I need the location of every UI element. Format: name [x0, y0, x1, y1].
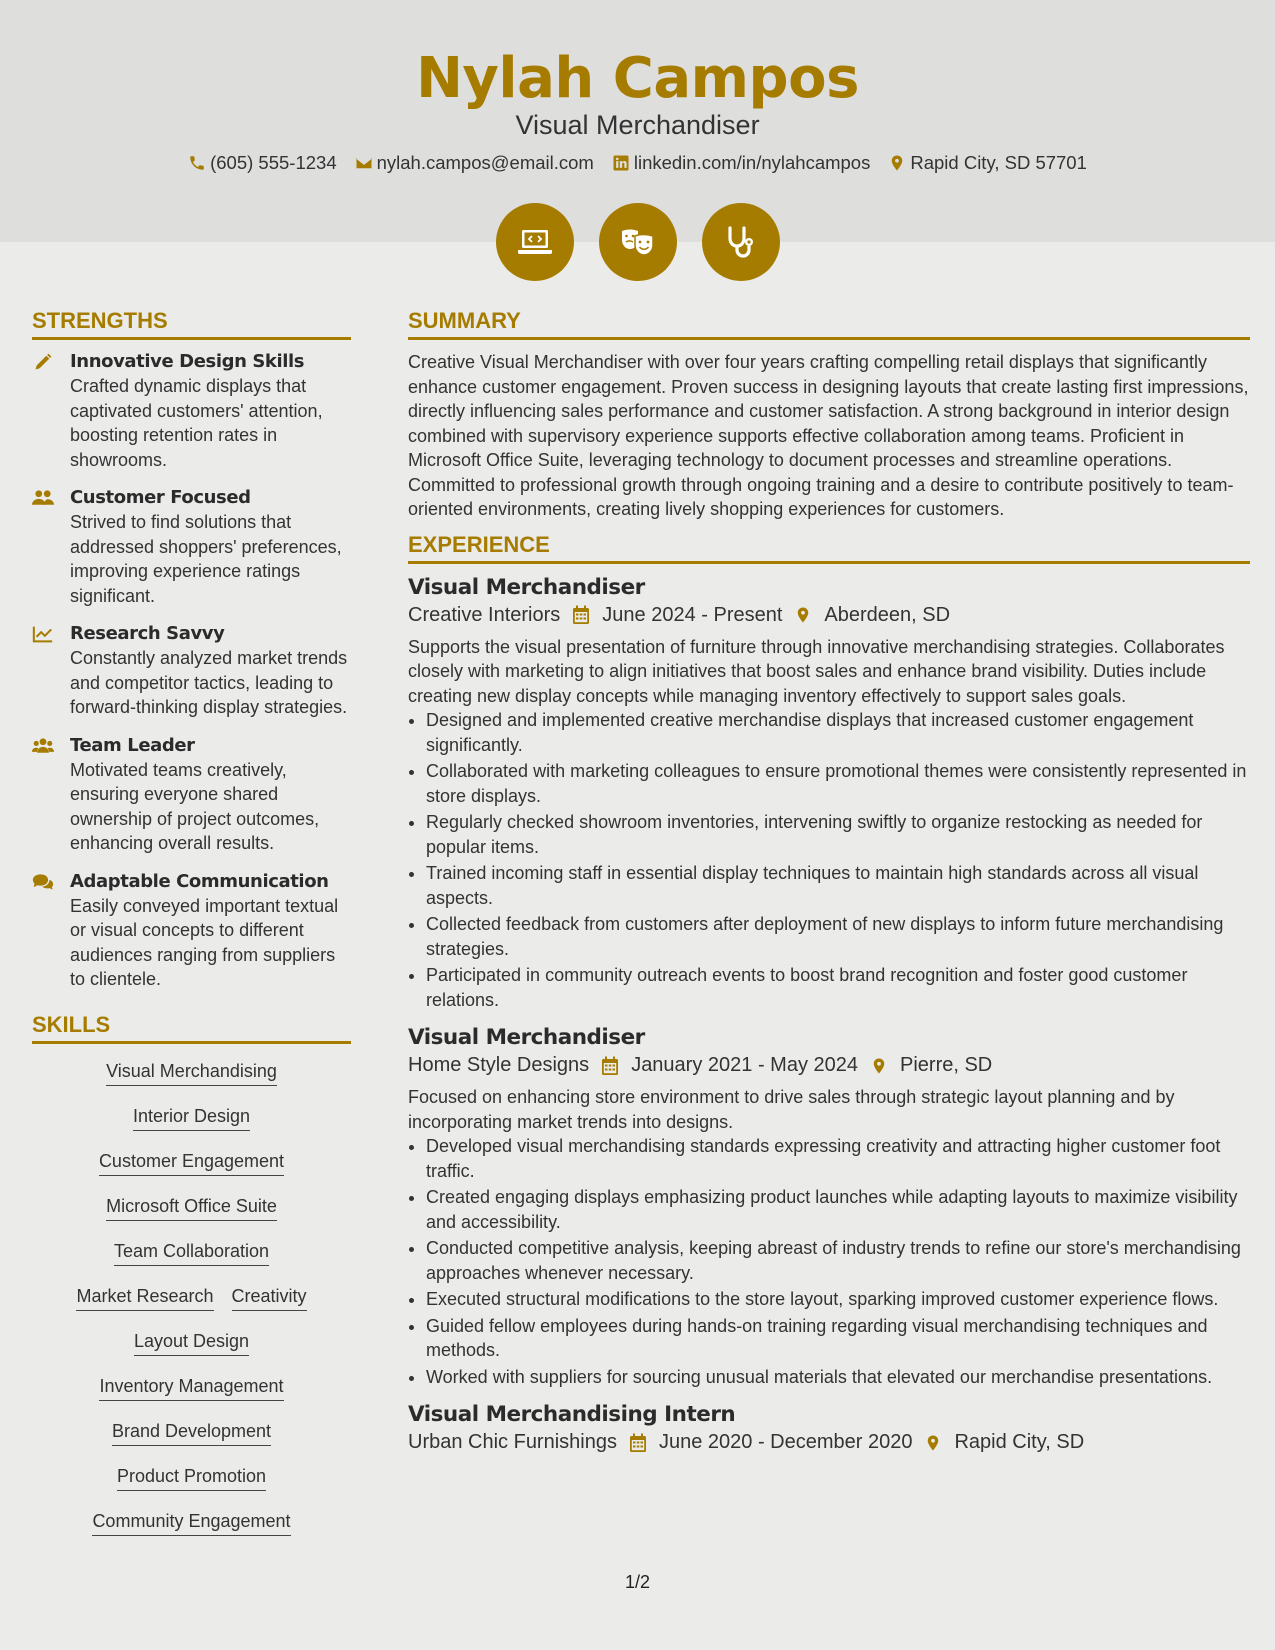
- phone-icon: [188, 154, 206, 172]
- job-description: Focused on enhancing store environment to drive sales through strategic layout planning and by incorporating market trends into designs.: [408, 1087, 1175, 1132]
- list-item: • Regularly checked showroom inventories, intervening swiftly to organize restocking as needed for popular items.: [426, 810, 1250, 859]
- list-item: • Trained incoming staff in essential display techniques to maintain high standards across all visual aspects.: [426, 861, 1250, 910]
- skill-tag: Interior Design: [133, 1105, 250, 1131]
- skill-tag: Community Engagement: [92, 1510, 290, 1536]
- right-column: [408, 308, 1250, 1466]
- page-number: 1/2: [624, 1572, 651, 1592]
- job-location: Pierre, SD: [900, 1054, 993, 1076]
- summary-heading: SUMMARY: [408, 308, 1250, 340]
- interest-coding-circle: [496, 203, 574, 281]
- contact-phone[interactable]: [188, 152, 337, 174]
- map-pin-icon: [794, 605, 812, 625]
- skill-tag: Product Promotion: [117, 1465, 266, 1491]
- skill-tag: Creativity: [232, 1285, 307, 1311]
- job-location: Rapid City, SD: [954, 1431, 1085, 1453]
- strengths-heading: STRENGTHS: [32, 308, 351, 340]
- map-pin-icon: [888, 154, 906, 172]
- strength-title: Adaptable Communication: [70, 870, 329, 892]
- skill-tag: Market Research: [76, 1285, 213, 1311]
- linkedin-icon: [612, 154, 630, 172]
- contact-email[interactable]: [355, 152, 594, 174]
- chart-line-icon: [32, 624, 54, 644]
- job-company: Creative Interiors: [408, 603, 561, 626]
- list-item: • Conducted competitive analysis, keeping abreast of industry trends to refine our store's merchandising approaches whenever necessary.: [426, 1236, 1250, 1285]
- theater-masks-icon: [618, 222, 658, 262]
- linkedin-text: linkedin.com/in/nylahcampos: [633, 152, 871, 173]
- location-text: Rapid City, SD 57701: [910, 152, 1087, 173]
- job-title: Visual Merchandiser: [408, 1025, 645, 1050]
- left-column: [32, 308, 351, 1555]
- phone-text: (605) 555-1234: [210, 152, 337, 173]
- skills-list: [32, 1060, 351, 1555]
- map-pin-icon: [924, 1433, 942, 1453]
- list-item: • Executed structural modifications to the store layout, sparking improved customer experience flows.: [426, 1287, 1250, 1312]
- job-dates: January 2021 - May 2024: [631, 1054, 858, 1076]
- job-location: Aberdeen, SD: [824, 603, 951, 626]
- job-bullets: [426, 1134, 1250, 1389]
- list-item: • Worked with suppliers for sourcing unusual materials that elevated our merchandise presentations.: [426, 1365, 1250, 1390]
- interest-icons: [0, 203, 1275, 281]
- strength-title: Innovative Design Skills: [70, 351, 305, 372]
- skill-tag: Layout Design: [134, 1330, 249, 1356]
- list-item: • Collected feedback from customers after deployment of new displays to inform future merchandising strategies.: [426, 912, 1250, 961]
- strength-item: [32, 870, 351, 992]
- job-company: Home Style Designs: [408, 1054, 590, 1076]
- summary-text: Creative Visual Merchandiser with over four years crafting compelling retail displays that significantly enhance customer engagement. Proven success in designing layouts that create lasting first impressions, directly influencing sales performance and customer satisfaction. A strong background in interior design combined with supervisory experience supports effective collaboration among teams. Proficient in Microsoft Office Suite, leveraging technology to document processes and streamline operations. Committed to professional growth through ongoing training and a desire to contribute positively to team-oriented environments, creating lively shopping experiences for customers.: [408, 352, 1249, 519]
- strength-text: Constantly analyzed market trends and competitor tactics, leading to forward-thinking display strategies.: [70, 648, 348, 717]
- interest-medical-circle: [702, 203, 780, 281]
- strength-item: [32, 350, 351, 472]
- calendar-icon: [629, 1433, 647, 1453]
- interest-theater-circle: [599, 203, 677, 281]
- strength-item: [32, 734, 351, 856]
- job-meta: [408, 1431, 1250, 1454]
- job-entry: [408, 574, 1250, 1013]
- contact-bar: [0, 152, 1275, 174]
- comments-icon: [32, 872, 54, 892]
- strength-text: Easily conveyed important textual or visual concepts to different audiences ranging from suppliers to clientele.: [70, 895, 339, 989]
- email-text: nylah.campos@email.com: [376, 152, 594, 173]
- strength-title: Research Savvy: [70, 623, 225, 644]
- strength-item: [32, 622, 351, 720]
- strength-title: Team Leader: [70, 734, 195, 756]
- contact-linkedin[interactable]: [612, 152, 871, 174]
- job-meta: [408, 604, 1250, 627]
- list-item: • Designed and implemented creative merchandise displays that increased customer engagement significantly.: [426, 708, 1250, 757]
- strength-text: Crafted dynamic displays that captivated customers' attention, boosting retention rates in showrooms.: [70, 376, 323, 470]
- users-icon: [32, 736, 54, 756]
- list-item: • Created engaging displays emphasizing product launches while adapting layouts to maximize visibility and accessibility.: [426, 1185, 1250, 1234]
- list-item: • Participated in community outreach events to boost brand recognition and foster good customer relations.: [426, 963, 1250, 1012]
- job-meta: [408, 1054, 1250, 1077]
- skill-tag: Microsoft Office Suite: [106, 1195, 277, 1221]
- map-pin-icon: [870, 1056, 888, 1076]
- pencil-icon: [32, 352, 54, 372]
- skill-tag: Team Collaboration: [114, 1240, 269, 1266]
- skill-tag: Visual Merchandising: [106, 1060, 277, 1086]
- users-icon: [32, 488, 54, 508]
- contact-location: [888, 152, 1087, 174]
- job-description: Supports the visual presentation of furniture through innovative merchandising strategies. Collaborates closely with marketing to align initiatives that boost sales and enhance brand visibility. Duties include creating new display concepts while managing inventory effectively to support sales goals.: [408, 636, 1225, 706]
- job-dates: June 2020 - December 2020: [658, 1431, 913, 1453]
- skills-heading: SKILLS: [32, 1012, 351, 1044]
- job-entry: [408, 1401, 1250, 1454]
- skill-tag: Brand Development: [112, 1420, 271, 1446]
- skill-tag: Customer Engagement: [99, 1150, 284, 1176]
- job-bullets: [426, 708, 1250, 1012]
- strength-title: Customer Focused: [70, 487, 251, 508]
- calendar-icon: [572, 605, 590, 625]
- laptop-code-icon: [515, 222, 555, 262]
- candidate-name: Nylah Campos: [416, 46, 859, 111]
- candidate-title: Visual Merchandiser: [515, 110, 760, 140]
- envelope-icon: [355, 154, 373, 172]
- calendar-icon: [601, 1056, 619, 1076]
- job-title: Visual Merchandiser: [408, 574, 645, 600]
- list-item: • Developed visual merchandising standards expressing creativity and attracting higher customer foot traffic.: [426, 1134, 1250, 1183]
- skill-tag: Inventory Management: [99, 1375, 283, 1401]
- strength-item: [32, 486, 351, 608]
- list-item: • Guided fellow employees during hands-on training regarding visual merchandising techniques and methods.: [426, 1314, 1250, 1363]
- job-entry: [408, 1024, 1250, 1389]
- strength-text: Motivated teams creatively, ensuring everyone shared ownership of project outcomes, enhancing overall results.: [70, 759, 320, 853]
- stethoscope-icon: [721, 222, 761, 262]
- job-title: Visual Merchandising Intern: [408, 1402, 736, 1427]
- list-item: • Collaborated with marketing colleagues to ensure promotional themes were consistently represented in store displays.: [426, 759, 1250, 808]
- experience-heading: EXPERIENCE: [408, 532, 1250, 564]
- job-dates: June 2024 - Present: [602, 603, 783, 626]
- strength-text: Strived to find solutions that addressed shoppers' preferences, improving experience ratings significant.: [70, 512, 342, 606]
- job-company: Urban Chic Furnishings: [408, 1431, 617, 1453]
